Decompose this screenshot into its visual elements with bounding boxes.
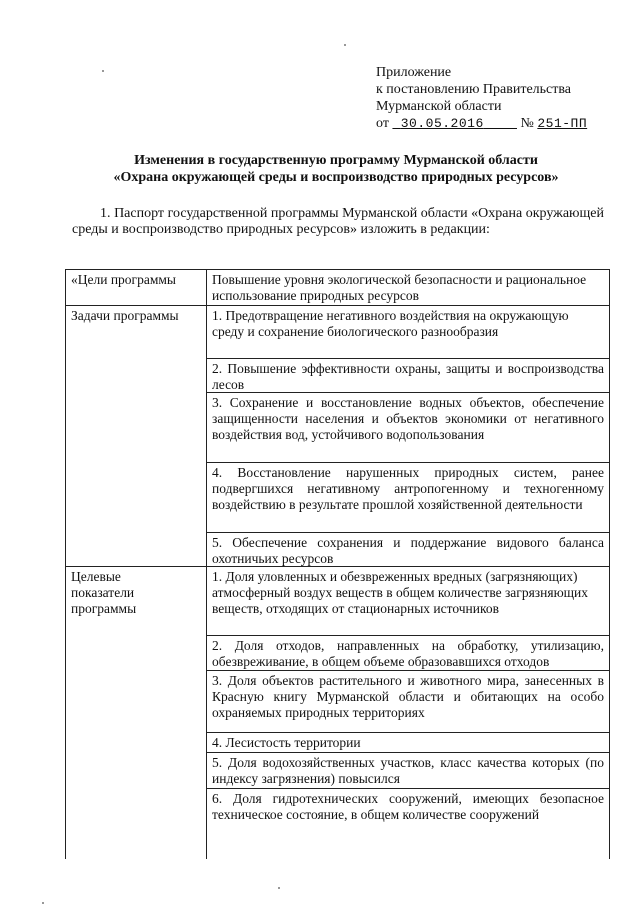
indicator-item: 3. Доля объектов растительного и животного мира, занесенных в Красную книгу Мурманской области и обитающих на особо охраняемых природных территориях xyxy=(212,673,604,720)
row-divider-indicator-3 xyxy=(206,732,609,733)
appendix-line-3: Мурманской области xyxy=(376,99,502,114)
appendix-date-line xyxy=(376,115,626,132)
row-divider-indicator-5 xyxy=(206,788,609,789)
task-item: 2. Повышение эффективности охраны, защиты и воспроизводства лесов xyxy=(212,361,604,392)
appendix-block xyxy=(376,64,626,132)
indicator-item: 4. Лесистость территории xyxy=(212,735,361,750)
appendix-line-2: к постановлению Правительства xyxy=(376,82,572,97)
task-item: 4. Восстановление нарушенных природных систем, ранее подвергшихся негативному антропогенному и техногенному воздействию в результате прошлой хозяйственной деятельности xyxy=(212,465,604,512)
indicators-label: Целевые показатели программы xyxy=(71,569,137,616)
row-divider-indicator-2 xyxy=(206,670,609,671)
row-divider-task-3 xyxy=(206,462,609,463)
indicator-item: 6. Доля гидротехнических сооружений, имеющих безопасное техническое состояние, в общем количестве сооружений xyxy=(212,791,604,822)
title-line-2: «Охрана окружающей среды и воспроизводство природных ресурсов» xyxy=(113,170,559,185)
task-item: 5. Обеспечение сохранения и поддержание видового баланса охотничьих ресурсов xyxy=(212,535,604,566)
number-prefix: № xyxy=(520,116,534,131)
program-passport-table xyxy=(65,269,610,859)
scan-speck xyxy=(102,70,104,72)
indicator-item: 5. Доля водохозяйственных участков, класс качества которых (по индексу загрязнения) повысился xyxy=(212,755,604,786)
document-title xyxy=(60,152,612,186)
date-prefix: от xyxy=(376,116,389,131)
row-divider-task-4 xyxy=(206,532,609,533)
row-divider-indicator-4 xyxy=(206,752,609,753)
resolution-number: 251-ПП xyxy=(537,116,588,131)
resolution-date: 30.05.2016 xyxy=(400,116,484,131)
indicator-item: 2. Доля отходов, направленных на обработку, утилизацию, обезвреживание, в общем объеме образовавшихся отходов xyxy=(212,638,604,669)
row-divider-goals xyxy=(66,305,609,306)
indicator-item: 1. Доля уловленных и обезвреженных вредных (загрязняющих) атмосферный воздух веществ в общем количестве загрязняющих веществ, отходящих от стационарных источников xyxy=(212,569,589,616)
goals-text: Повышение уровня экологической безопасности и рациональное использование природных ресурсов xyxy=(212,272,587,303)
scan-speck xyxy=(42,902,44,904)
tasks-label: Задачи программы xyxy=(71,308,179,323)
intro-paragraph: 1. Паспорт государственной программы Мурманской области «Охрана окружающей среды и воспроизводство природных ресурсов» изложить в редакции: xyxy=(72,206,604,237)
scan-speck xyxy=(278,887,280,889)
task-item: 1. Предотвращение негативного воздействия на окружающую среду и сохранение биологического разнообразия xyxy=(212,308,569,339)
title-line-1: Изменения в государственную программу Мурманской области xyxy=(134,153,538,168)
scan-speck xyxy=(344,44,346,46)
row-divider-indicator-1 xyxy=(206,635,609,636)
task-item: 3. Сохранение и восстановление водных объектов, обеспечение защищенности населения и объектов экономики от негативного воздействия вод, устойчивого водопользования xyxy=(212,395,604,442)
row-divider-task-1 xyxy=(206,358,609,359)
appendix-line-1: Приложение xyxy=(376,65,452,80)
goals-label: «Цели программы xyxy=(71,272,176,287)
